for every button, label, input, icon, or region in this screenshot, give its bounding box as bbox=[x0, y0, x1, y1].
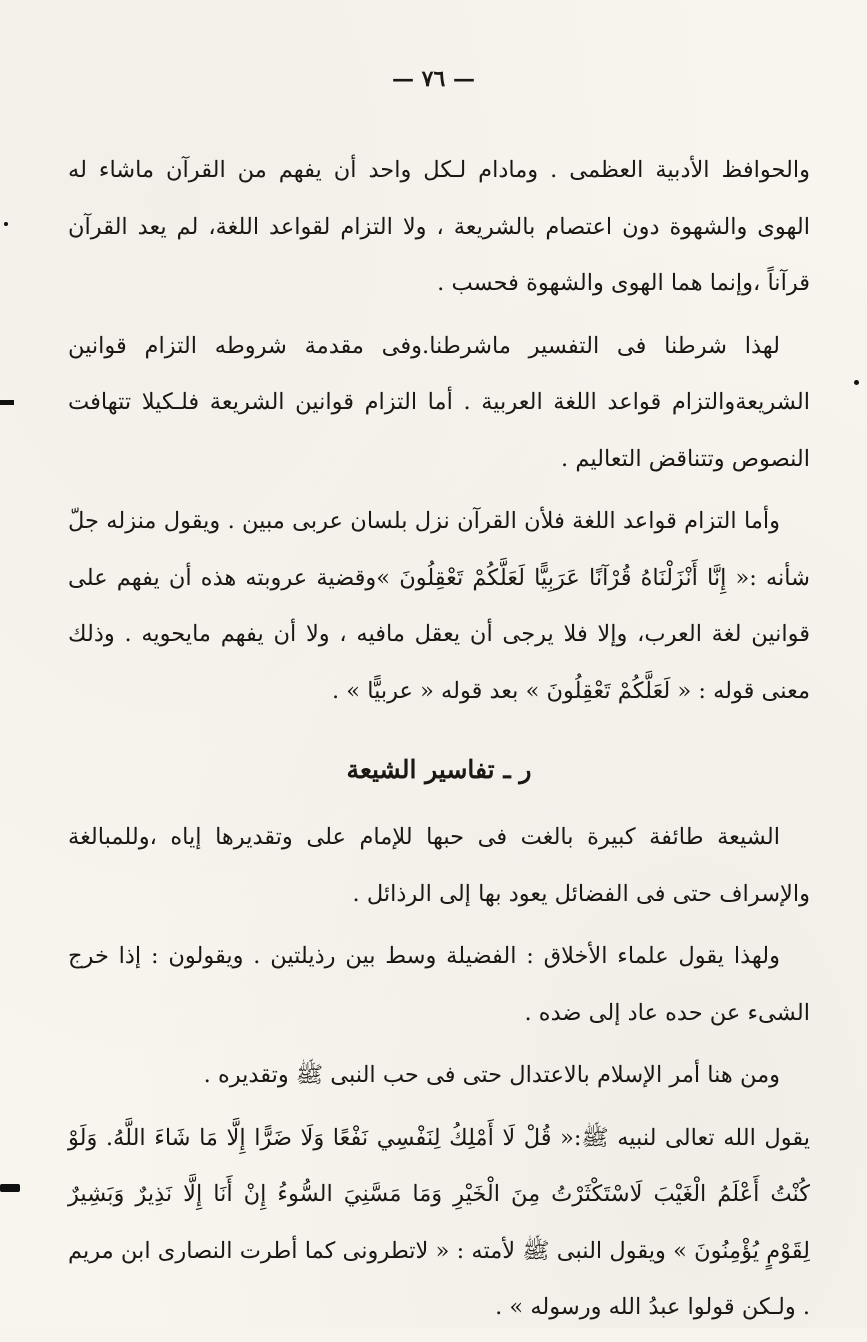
paragraph-language-rules: وأما التزام قواعد اللغة فلأن القرآن نزل بلسان عربى مبين . ويقول منزله جلّ شأنه :« إِنَّا أَنْزَلْنَاهُ قُرْآنًا عَرَبِيًّا لَعَلَّكُمْ تَعْقِلُونَ »وقضية عروبته هذه أن يفهم على قوانين لغة العرب، وإلا فلا يرجى أن يعقل مافيه ، ولا أن يفهم مايحويه . وذلك معنى قوله : « لَعَلَّكُمْ تَعْقِلُونَ » بعد قوله « عربيًّا » . bbox=[68, 508, 810, 704]
paragraph-conditions: لهذا شرطنا فى التفسير ماشرطنا.وفى مقدمة شروطه التزام قوانين الشريعةوالتزام قواعد اللغة العربية . أما التزام قوانين الشريعة فلـكيلا تتهافت النصوص وتتناقض التعاليم . bbox=[68, 332, 810, 472]
paragraph-shia: الشيعة طائفة كبيرة بالغت فى حبها للإمام على وتقديرها إياه ،وللمبالغة والإسراف حتى فى الفضائل يعود بها إلى الرذائل . bbox=[68, 824, 810, 907]
scan-speck bbox=[854, 380, 859, 385]
body-text bbox=[68, 142, 810, 1342]
paragraph-desires: والحوافظ الأدبية العظمى . ومادام لـكل واحد أن يفهم من القرآن ماشاء له الهوى والشهوة دون اعتصام بالشريعة ، ولا التزام لقواعد اللغة، لم يعد القرآن قرآناً ،وإنما هما الهوى والشهوة فحسب . bbox=[68, 157, 810, 296]
paragraph-moderation: ومن هنا أمر الإسلام بالاعتدال حتى فى حب النبى ﷺ وتقديره . bbox=[203, 1062, 780, 1088]
page-number: — ٧٦ — bbox=[392, 66, 475, 92]
scan-edge-mark bbox=[0, 1184, 20, 1192]
paragraph-quran-hadith: يقول الله تعالى لنبيه ﷺ:« قُلْ لَا أَمْلِكُ لِنَفْسِي نَفْعًا وَلَا ضَرًّا إِلَّا مَا شَاءَ اللَّهُ. وَلَوْ كُنْتُ أَعْلَمُ الْغَيْبَ لَاسْتَكْثَرْتُ مِنَ الْخَيْرِ وَمَا مَسَّنِيَ السُّوءُ إِنْ أَنَا إِلَّا نَذِيرٌ وَبَشِيرٌ لِقَوْمٍ يُؤْمِنُونَ » ويقول النبى ﷺ لأمته : « لاتطرونى كما أطرت النصارى ابن مريم . ولـكن قولوا عبدُ الله ورسوله » . bbox=[68, 1124, 810, 1320]
section-heading: ر ـ تفاسير الشيعة bbox=[346, 755, 532, 784]
scan-speck bbox=[4, 222, 8, 226]
paragraph-virtue: ولهذا يقول علماء الأخلاق : الفضيلة وسط بين رذيلتين . ويقولون : إذا خرج الشىء عن حده عاد إلى ضده . bbox=[68, 943, 810, 1026]
scan-edge-mark bbox=[0, 400, 14, 405]
